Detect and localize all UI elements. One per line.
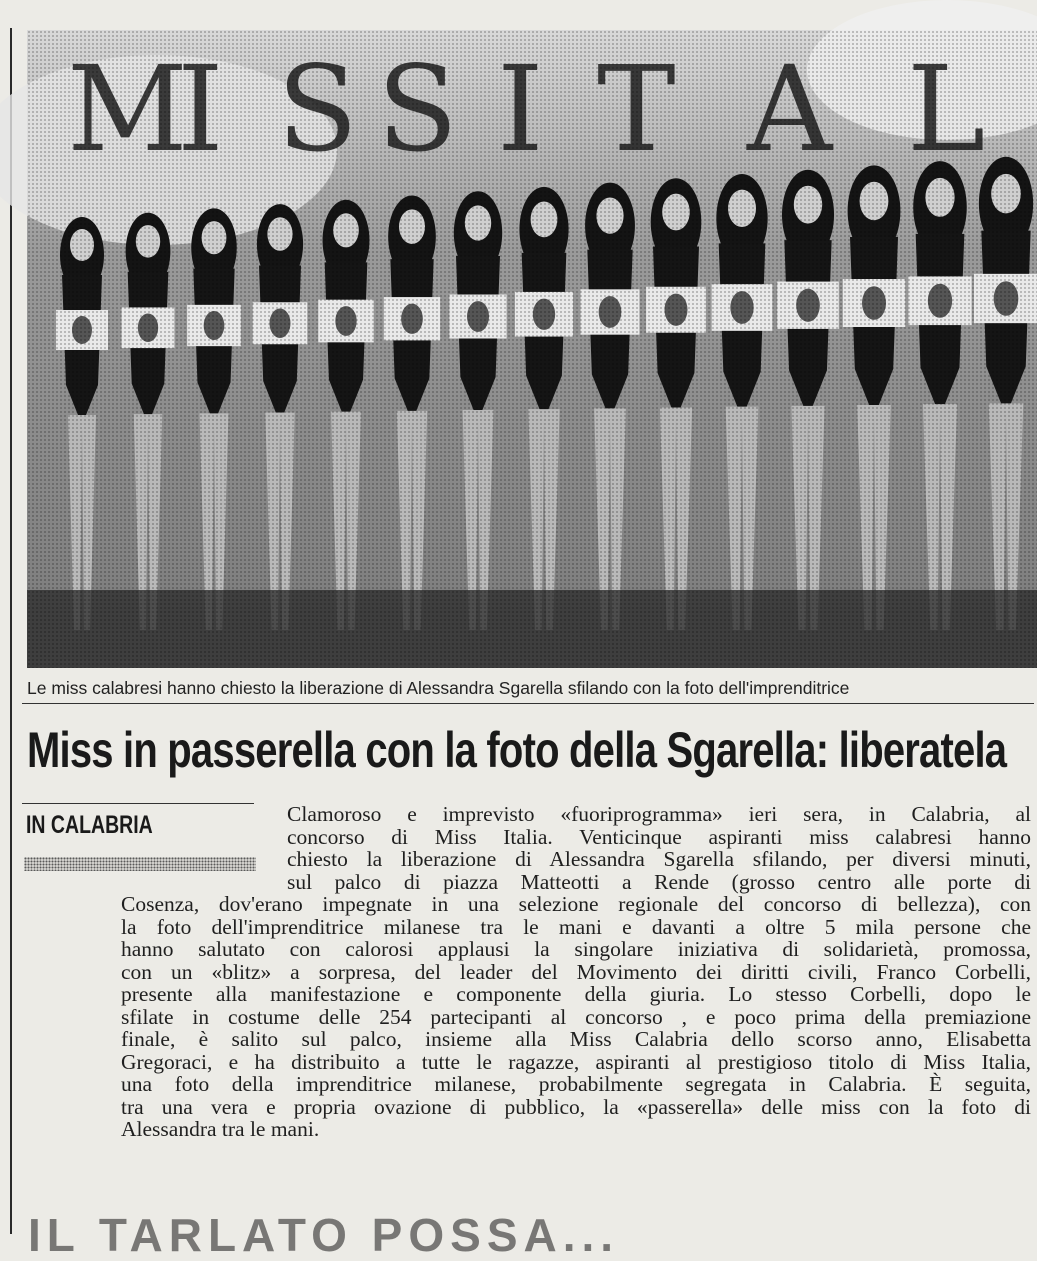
body-line: con un «blitz» a sorpresa, del leader del Movimento dei diritti civili, Franco Corbelli, [121, 959, 1031, 984]
body-line: sfilate in costume delle 254 partecipanti al concorso , e poco prima della premiazione [121, 1004, 1031, 1029]
body-line: chiesto la liberazione di Alessandra Sgarella sfilando, per diversi minuti, [287, 847, 1031, 871]
body-line: concorso di Miss Italia. Venticinque aspiranti miss calabresi hanno [287, 824, 1031, 849]
section-dot-pattern [24, 857, 256, 871]
body-line: hanno salutato con calorosi applausi la singolare iniziativa di solidarietà, promossa, [121, 937, 1031, 961]
article-photo [27, 30, 1037, 668]
body-line: presente alla manifestazione e componente della giuria. Lo stesso Corbelli, dopo le [121, 982, 1031, 1006]
section-divider [22, 803, 254, 804]
body-line: Cosenza, dov'erano impegnate in una selezione regionale del concorso di bellezza), con [121, 892, 1031, 916]
column-rule [10, 28, 12, 1234]
body-line: la foto dell'imprenditrice milanese tra le mani e davanti a oltre 5 mila persone che [121, 914, 1031, 939]
body-line: Alessandra tra le mani. [121, 1117, 320, 1141]
photo-caption: Le miss calabresi hanno chiesto la liberazione di Alessandra Sgarella sfilando con la foto dell'imprenditrice [27, 678, 850, 698]
body-line: una foto della imprenditrice milanese, probabilmente segregata in Calabria. È seguita, [121, 1072, 1031, 1096]
body-line: tra una vera e propria ovazione di pubblico, la «passerella» delle miss con la foto di [121, 1094, 1031, 1119]
body-line: sul palco di piazza Matteotti a Rende (grosso centro alle porte di [287, 869, 1031, 894]
body-line: finale, è salito sul palco, insieme alla Miss Calabria dello scorso anno, Elisabetta [121, 1027, 1031, 1051]
caption-divider [22, 703, 1034, 704]
section-label: IN CALABRIA [26, 811, 153, 839]
body-line: Gregoraci, e ha distribuito a tutte le ragazze, aspiranti al prestigioso titolo di Miss Italia, [121, 1049, 1031, 1074]
photo-image [27, 30, 1037, 668]
article-headline: Miss in passerella con la foto della Sgarella: liberatela [27, 722, 1007, 778]
body-line: Clamoroso e imprevisto «fuoriprogramma» ieri sera, in Calabria, al [287, 802, 1031, 826]
next-article-headline: IL TARLATO POSSA... [28, 1209, 620, 1261]
